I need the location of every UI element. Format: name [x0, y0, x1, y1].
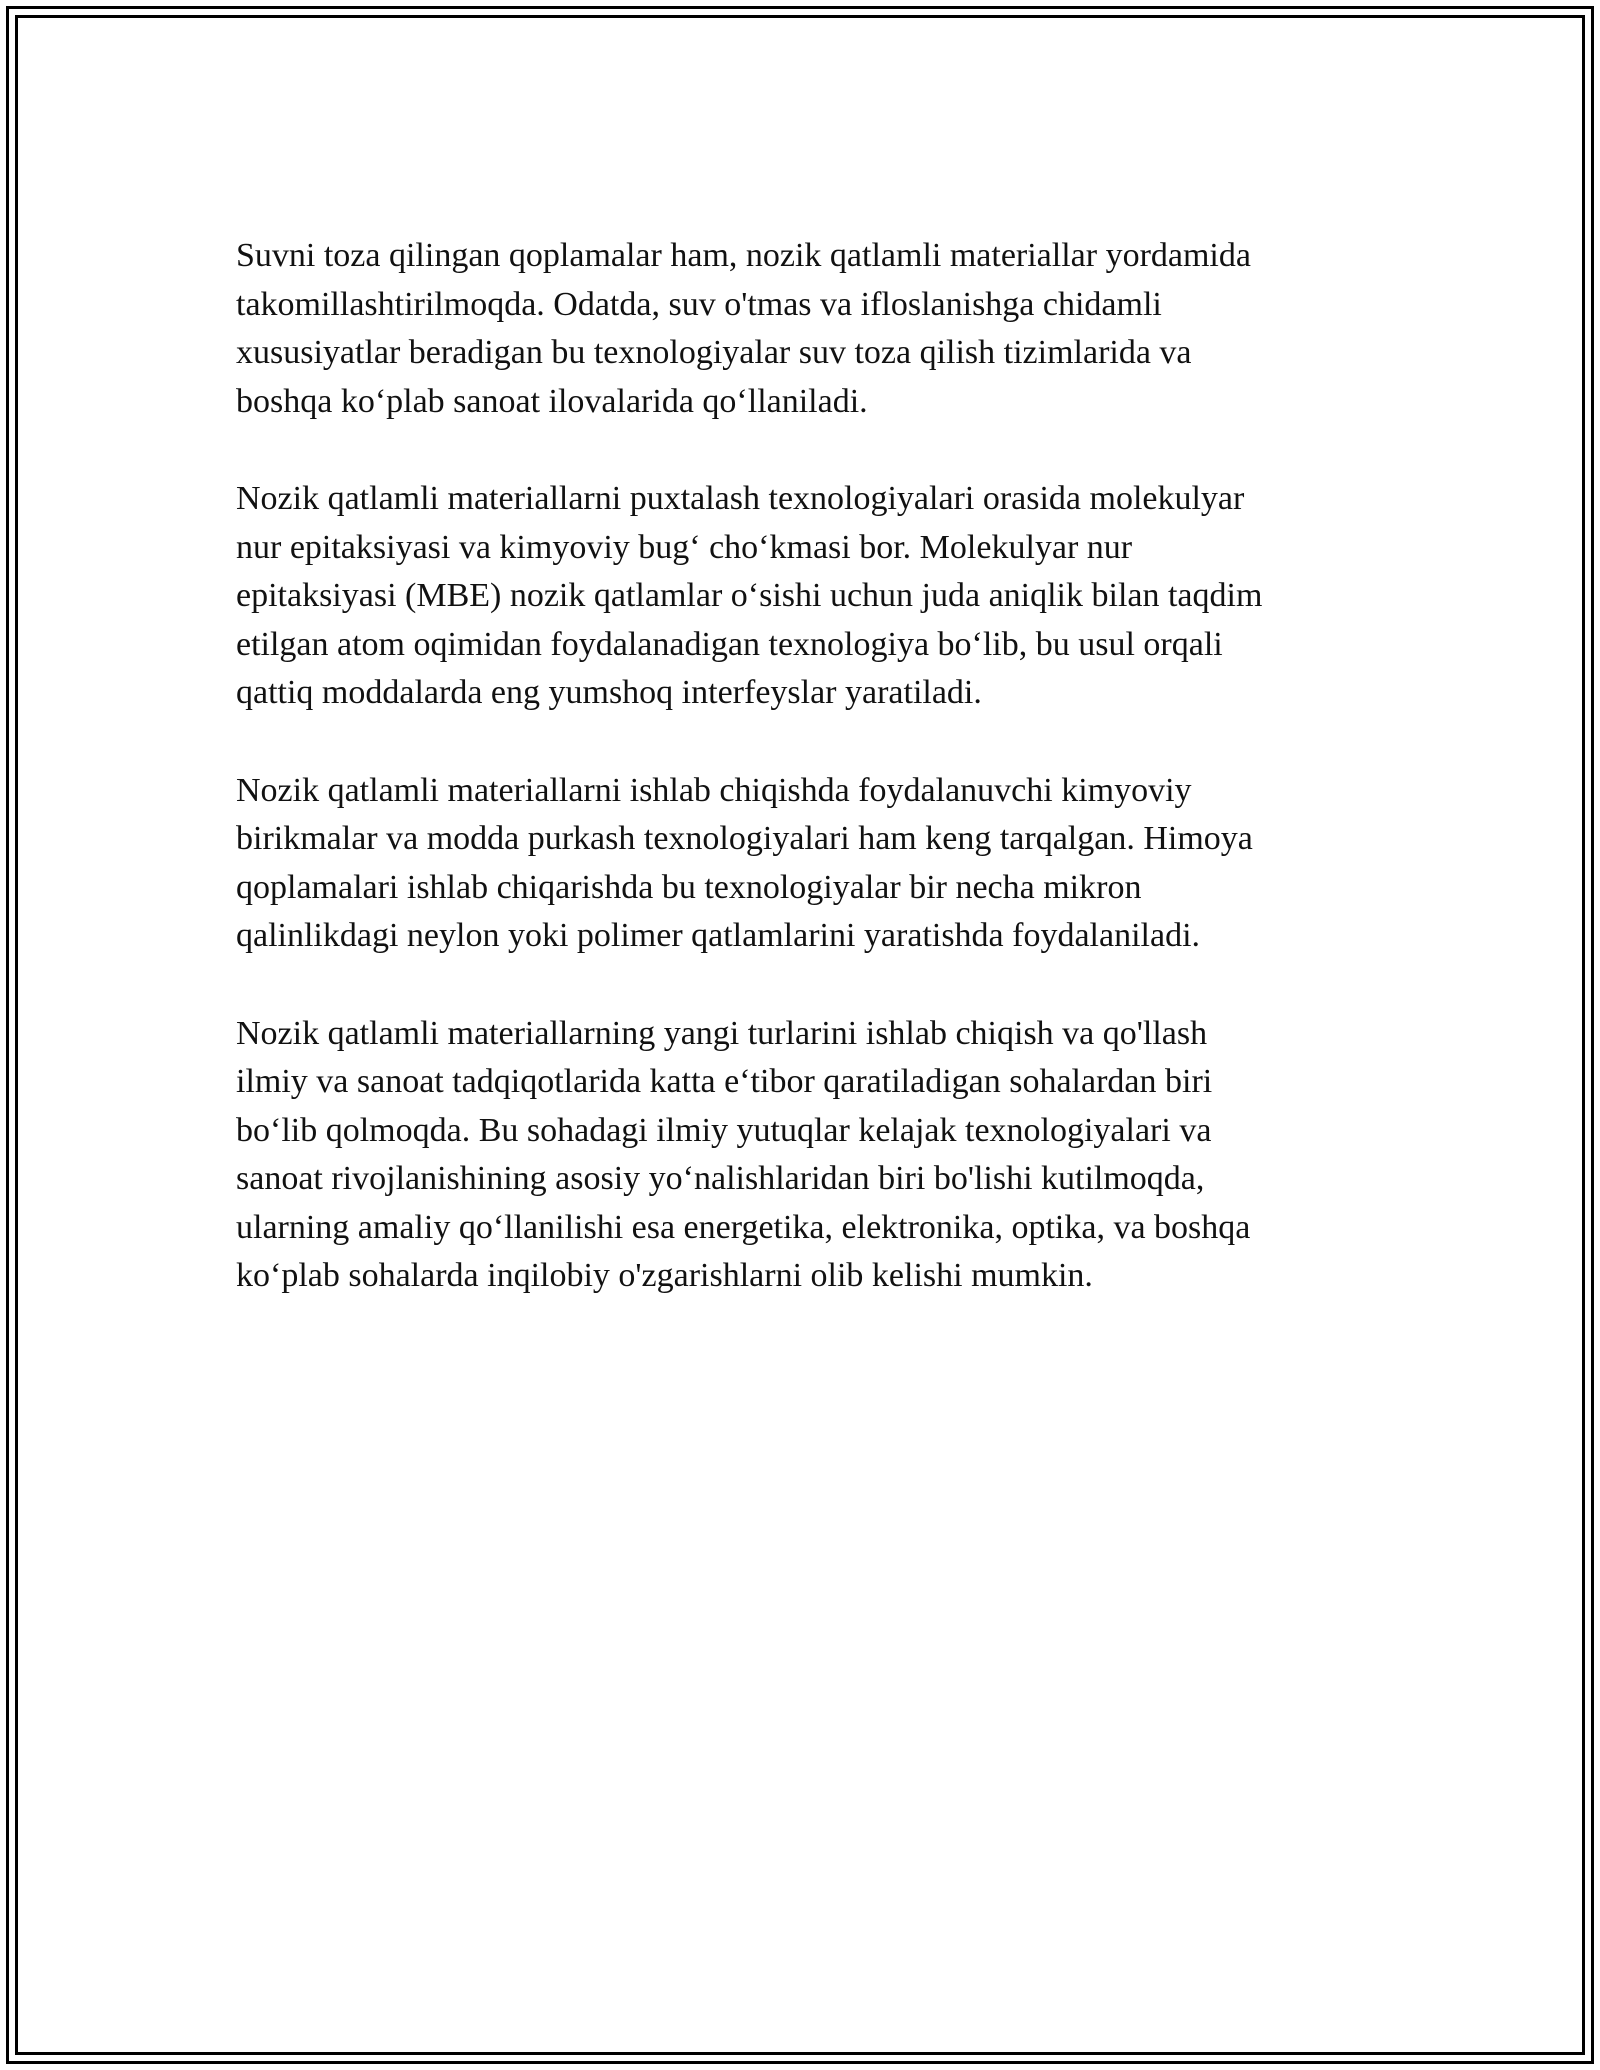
document-body: [236, 232, 1376, 1350]
text-line: takomillashtirilmoqda. Odatda, suv o'tmas va ifloslanishga chidamli: [236, 285, 1162, 323]
paragraph-water-coatings: [236, 232, 1376, 426]
text-line: Nozik qatlamli materiallarni ishlab chiqishda foydalanuvchi kimyoviy: [236, 771, 1192, 809]
text-line: nur epitaksiyasi va kimyoviy bug‘ cho‘kmasi bor. Molekulyar nur: [236, 528, 1133, 566]
text-line: ularning amaliy qo‘llanilishi esa energetika, elektronika, optika, va boshqa: [236, 1208, 1251, 1246]
text-line: etilgan atom oqimidan foydalanadigan texnologiya bo‘lib, bu usul orqali: [236, 625, 1223, 663]
text-line: xususiyatlar beradigan bu texnologiyalar suv toza qilish tizimlarida va: [236, 334, 1192, 372]
text-line: Suvni toza qilingan qoplamalar ham, nozik qatlamli materiallar yordamida: [236, 237, 1251, 274]
text-line: birikmalar va modda purkash texnologiyalari ham keng tarqalgan. Himoya: [236, 820, 1253, 858]
text-line: epitaksiyasi (MBE) nozik qatlamlar o‘sishi uchun juda aniqlik bilan taqdim: [236, 577, 1263, 615]
text-line: Nozik qatlamli materiallarning yangi turlarini ishlab chiqish va qo'llash: [236, 1014, 1208, 1052]
text-line: Nozik qatlamli materiallarni puxtalash texnologiyalari orasida molekulyar: [236, 479, 1245, 517]
paragraph-mbe: [236, 475, 1376, 718]
text-line: qattiq moddalarda eng yumshoq interfeyslar yaratiladi.: [236, 674, 982, 712]
text-line: ko‘plab sohalarda inqilobiy o'zgarishlarni olib kelishi mumkin.: [236, 1257, 1093, 1295]
text-line: sanoat rivojlanishining asosiy yo‘nalishlaridan biri bo'lishi kutilmoqda,: [236, 1160, 1205, 1198]
text-line: qalinlikdagi neylon yoki polimer qatlamlarini yaratishda foydalaniladi.: [236, 917, 1201, 955]
text-line: boshqa ko‘plab sanoat ilovalarida qo‘llaniladi.: [236, 382, 868, 420]
text-line: ilmiy va sanoat tadqiqotlarida katta e‘tibor qaratiladigan sohalardan biri: [236, 1063, 1213, 1101]
paragraph-spraying: [236, 767, 1376, 961]
text-line: bo‘lib qolmoqda. Bu sohadagi ilmiy yutuqlar kelajak texnologiyalari va: [236, 1111, 1212, 1149]
text-line: qoplamalari ishlab chiqarishda bu texnologiyalar bir necha mikron: [236, 868, 1142, 906]
paragraph-future: [236, 1010, 1376, 1302]
